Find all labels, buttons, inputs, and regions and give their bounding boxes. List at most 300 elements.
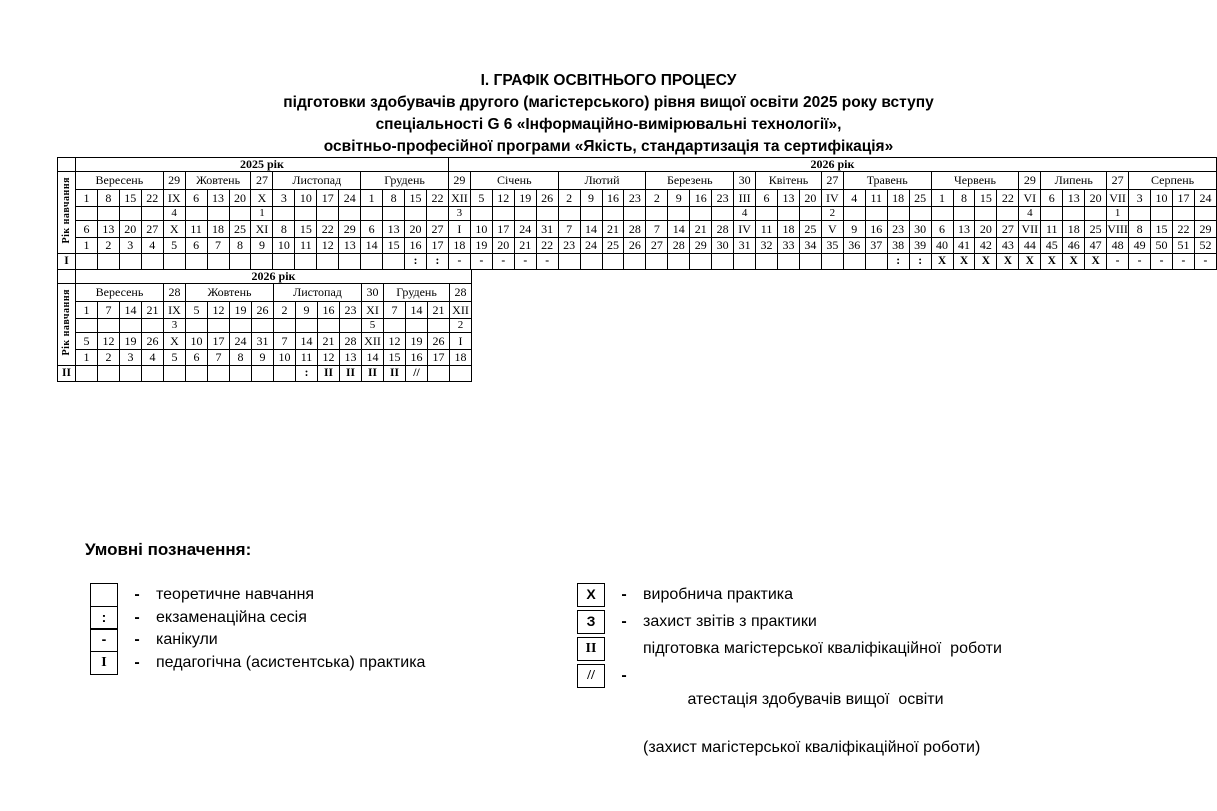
week-end-cell: 21 xyxy=(602,221,624,238)
week-start-cell: 18 xyxy=(887,190,909,207)
week-end-cell: 8 xyxy=(273,221,295,238)
month-boundary-day-cell xyxy=(1172,207,1194,221)
week-start-cell: 1 xyxy=(361,190,383,207)
month-cell: Травень xyxy=(843,172,931,190)
month-boundary-day-cell xyxy=(690,207,712,221)
legend-symbol-box xyxy=(90,583,118,607)
week-start-cell: 4 xyxy=(843,190,865,207)
week-number-cell: 16 xyxy=(405,238,427,254)
month-boundary-day-cell: 3 xyxy=(164,319,186,333)
week-end-cell: XII xyxy=(362,333,384,350)
mark-cell xyxy=(295,254,317,270)
mark-cell xyxy=(690,254,712,270)
week-end-cell: 11 xyxy=(1041,221,1063,238)
week-start-cell: 1 xyxy=(931,190,953,207)
side-spacer-cell xyxy=(58,158,76,172)
month-boundary-day-cell xyxy=(1041,207,1063,221)
week-end-cell: 5 xyxy=(76,333,98,350)
title-line-1: І. ГРАФІК ОСВІТНЬОГО ПРОЦЕСУ xyxy=(480,72,737,89)
week-start-cell: 22 xyxy=(426,190,448,207)
mark-cell xyxy=(624,254,646,270)
week-start-cell: III xyxy=(734,190,756,207)
mark-cell xyxy=(712,254,734,270)
month-boundary-day-cell xyxy=(953,207,975,221)
mark-cell xyxy=(141,254,163,270)
week-number-cell: 5 xyxy=(164,350,186,366)
month-cell: Липень xyxy=(1041,172,1107,190)
mark-cell xyxy=(383,254,405,270)
mark-cell: - xyxy=(1172,254,1194,270)
month-boundary-day-cell: 2 xyxy=(450,319,472,333)
week-start-cell: VII xyxy=(1107,190,1129,207)
month-cell: Січень xyxy=(470,172,558,190)
month-boundary-day-cell xyxy=(207,207,229,221)
mark-cell: : xyxy=(405,254,427,270)
month-cell: Жовтень xyxy=(186,284,274,302)
mark-cell xyxy=(185,254,207,270)
week-start-cell: 25 xyxy=(909,190,931,207)
week-end-cell: X xyxy=(163,221,185,238)
month-transition-cell: 28 xyxy=(164,284,186,302)
week-number-cell: 19 xyxy=(470,238,492,254)
month-boundary-day-cell xyxy=(558,207,580,221)
month-boundary-day-cell xyxy=(624,207,646,221)
week-number-cell: 49 xyxy=(1129,238,1151,254)
week-start-cell: 1 xyxy=(76,302,98,319)
week-number-cell: 6 xyxy=(185,238,207,254)
month-cell: Вересень xyxy=(76,284,164,302)
month-boundary-day-cell xyxy=(887,207,909,221)
legend-dash: - xyxy=(134,631,140,648)
week-start-cell: 8 xyxy=(383,190,405,207)
month-boundary-day-cell xyxy=(470,207,492,221)
mark-cell: : xyxy=(296,366,318,382)
week-start-cell: 26 xyxy=(252,302,274,319)
week-end-cell: 17 xyxy=(208,333,230,350)
week-number-cell: 31 xyxy=(734,238,756,254)
week-number-cell: 8 xyxy=(230,350,252,366)
page-title xyxy=(0,70,1217,158)
month-boundary-day-cell: 1 xyxy=(251,207,273,221)
week-end-cell: 22 xyxy=(317,221,339,238)
week-number-cell: 41 xyxy=(953,238,975,254)
week-number-cell: 40 xyxy=(931,238,953,254)
year-label-cell: 2026 рік xyxy=(448,158,1216,172)
week-end-cell: 20 xyxy=(119,221,141,238)
week-end-cell: X xyxy=(164,333,186,350)
mark-cell xyxy=(799,254,821,270)
legend-item-theoretical xyxy=(90,583,425,607)
side-spacer-cell xyxy=(58,270,76,284)
week-number-cell: 17 xyxy=(426,238,448,254)
week-number-cell: 3 xyxy=(120,350,142,366)
week-end-cell: 16 xyxy=(865,221,887,238)
week-start-cell: 9 xyxy=(580,190,602,207)
week-number-cell: 48 xyxy=(1107,238,1129,254)
month-boundary-day-cell xyxy=(76,207,98,221)
week-number-cell: 25 xyxy=(602,238,624,254)
month-boundary-day-cell: 3 xyxy=(448,207,470,221)
month-boundary-day-cell xyxy=(997,207,1019,221)
week-number-cell: 21 xyxy=(514,238,536,254)
week-end-cell: 27 xyxy=(141,221,163,238)
month-boundary-day-cell xyxy=(492,207,514,221)
week-start-cell: 23 xyxy=(712,190,734,207)
mark-cell: : xyxy=(426,254,448,270)
mark-cell xyxy=(230,366,252,382)
week-start-cell: 9 xyxy=(296,302,318,319)
mark-cell: X xyxy=(931,254,953,270)
week-number-cell: 36 xyxy=(843,238,865,254)
week-end-cell: 14 xyxy=(668,221,690,238)
mark-cell xyxy=(865,254,887,270)
week-number-cell: 13 xyxy=(340,350,362,366)
month-boundary-day-cell xyxy=(339,207,361,221)
mark-cell xyxy=(558,254,580,270)
week-number-cell: 10 xyxy=(274,350,296,366)
week-number-cell: 33 xyxy=(778,238,800,254)
side-label-cell xyxy=(58,284,76,366)
mark-cell xyxy=(252,366,274,382)
month-boundary-day-cell: 4 xyxy=(163,207,185,221)
week-number-cell: 50 xyxy=(1151,238,1173,254)
week-end-cell: 11 xyxy=(185,221,207,238)
month-boundary-day-cell xyxy=(141,207,163,221)
week-number-cell: 18 xyxy=(448,238,470,254)
legend-symbol-box: II xyxy=(577,637,605,661)
week-end-cell: 9 xyxy=(843,221,865,238)
week-end-cell: 21 xyxy=(318,333,340,350)
month-boundary-day-cell xyxy=(120,319,142,333)
week-start-cell: IX xyxy=(164,302,186,319)
week-start-cell: 2 xyxy=(558,190,580,207)
week-number-cell: 1 xyxy=(76,350,98,366)
month-boundary-day-cell xyxy=(295,207,317,221)
week-start-cell: 10 xyxy=(1151,190,1173,207)
month-boundary-day-cell xyxy=(76,319,98,333)
month-cell: Червень xyxy=(931,172,1019,190)
course-label-cell: I xyxy=(58,254,76,270)
week-end-cell: 18 xyxy=(207,221,229,238)
week-start-cell: 23 xyxy=(340,302,362,319)
mark-cell xyxy=(273,254,295,270)
month-boundary-day-cell: 1 xyxy=(1107,207,1129,221)
week-end-cell: 18 xyxy=(1063,221,1085,238)
mark-cell xyxy=(274,366,296,382)
week-start-cell: 15 xyxy=(119,190,141,207)
week-number-cell: 3 xyxy=(119,238,141,254)
week-number-cell: 13 xyxy=(339,238,361,254)
month-transition-cell: 29 xyxy=(163,172,185,190)
legend-item-thesis-preparation xyxy=(577,637,1002,661)
month-boundary-day-cell xyxy=(98,319,120,333)
month-cell: Квітень xyxy=(756,172,822,190)
week-start-cell: 20 xyxy=(229,190,251,207)
week-end-cell: 26 xyxy=(142,333,164,350)
mark-cell: - xyxy=(1129,254,1151,270)
week-number-cell: 39 xyxy=(909,238,931,254)
mark-cell: - xyxy=(492,254,514,270)
week-start-cell: 13 xyxy=(1063,190,1085,207)
legend-dash: - xyxy=(621,586,627,603)
week-number-cell: 20 xyxy=(492,238,514,254)
week-start-cell: 20 xyxy=(799,190,821,207)
week-start-cell: 14 xyxy=(406,302,428,319)
week-start-cell: 16 xyxy=(690,190,712,207)
legend-label-line-1: атестація здобувачів вищої освіти xyxy=(687,691,944,708)
legend-label: екзаменаційна сесія xyxy=(156,608,307,626)
week-end-cell: 25 xyxy=(229,221,251,238)
month-boundary-day-cell: 4 xyxy=(1019,207,1041,221)
week-end-cell: VIII xyxy=(1107,222,1128,236)
legend-dash: - xyxy=(134,653,140,671)
mark-cell: II xyxy=(362,366,384,382)
month-boundary-day-cell xyxy=(361,207,383,221)
month-cell: Вересень xyxy=(76,172,164,190)
mark-cell: X xyxy=(1085,254,1107,270)
week-end-cell: 15 xyxy=(1151,221,1173,238)
week-number-cell: 15 xyxy=(383,238,405,254)
mark-cell xyxy=(843,254,865,270)
month-boundary-day-cell xyxy=(514,207,536,221)
month-boundary-day-cell xyxy=(580,207,602,221)
mark-cell: X xyxy=(997,254,1019,270)
month-boundary-day-cell xyxy=(799,207,821,221)
week-number-cell: 11 xyxy=(295,238,317,254)
week-number-cell: 43 xyxy=(997,238,1019,254)
month-boundary-day-cell xyxy=(536,207,558,221)
month-boundary-day-cell xyxy=(296,319,318,333)
week-start-cell: X xyxy=(251,190,273,207)
week-start-cell: 8 xyxy=(953,190,975,207)
week-end-cell: 10 xyxy=(470,221,492,238)
mark-cell xyxy=(646,254,668,270)
week-number-cell: 15 xyxy=(384,350,406,366)
week-end-cell: 8 xyxy=(1129,221,1151,238)
month-boundary-day-cell xyxy=(252,319,274,333)
week-end-cell: VII xyxy=(1019,221,1041,238)
mark-cell xyxy=(668,254,690,270)
week-start-cell: 14 xyxy=(120,302,142,319)
month-cell: Серпень xyxy=(1129,172,1217,190)
week-end-cell: 6 xyxy=(931,221,953,238)
month-boundary-day-cell xyxy=(186,319,208,333)
week-start-cell: 15 xyxy=(975,190,997,207)
month-transition-cell: 29 xyxy=(1019,172,1041,190)
mark-cell xyxy=(229,254,251,270)
year-label-cell: 2025 рік xyxy=(76,158,449,172)
week-start-cell: IX xyxy=(163,190,185,207)
mark-cell xyxy=(207,254,229,270)
week-start-cell: 24 xyxy=(1194,190,1216,207)
legend-symbol-box: : xyxy=(90,606,118,630)
week-number-cell: 45 xyxy=(1041,238,1063,254)
legend-item-pedagogical-practice xyxy=(90,651,425,675)
week-number-cell: 14 xyxy=(362,350,384,366)
week-end-cell: 28 xyxy=(624,221,646,238)
month-transition-cell: 27 xyxy=(821,172,843,190)
week-start-cell: XII xyxy=(450,302,472,319)
week-number-cell: 11 xyxy=(296,350,318,366)
week-end-cell: 25 xyxy=(799,221,821,238)
mark-cell xyxy=(186,366,208,382)
month-boundary-day-cell xyxy=(185,207,207,221)
mark-cell xyxy=(208,366,230,382)
week-number-cell: 28 xyxy=(668,238,690,254)
week-end-cell: 24 xyxy=(514,221,536,238)
week-start-cell: 3 xyxy=(1129,190,1151,207)
week-start-cell: 6 xyxy=(185,190,207,207)
week-start-cell: 17 xyxy=(1172,190,1194,207)
mark-cell xyxy=(450,366,472,382)
week-start-cell: 3 xyxy=(273,190,295,207)
legend-dash: - xyxy=(134,608,140,626)
week-start-cell: 16 xyxy=(318,302,340,319)
legend-item-report-defense xyxy=(577,610,1002,634)
legend-label-line-2: (захист магістерської кваліфікаційної роботи) xyxy=(643,739,981,756)
month-transition-cell: 28 xyxy=(450,284,472,302)
week-end-cell: 25 xyxy=(1085,221,1107,238)
title-line-2: підготовки здобувачів другого (магістерського) рівня вищої освіти 2025 року вступу xyxy=(283,94,934,111)
week-start-cell: 23 xyxy=(624,190,646,207)
week-end-cell: 20 xyxy=(975,221,997,238)
week-end-cell: 11 xyxy=(756,221,778,238)
mark-cell xyxy=(97,254,119,270)
week-end-cell: 28 xyxy=(712,221,734,238)
week-end-cell: XI xyxy=(251,221,273,238)
week-end-cell: I xyxy=(450,333,472,350)
week-number-cell: 24 xyxy=(580,238,602,254)
week-start-cell: IV xyxy=(821,190,843,207)
week-start-cell: 1 xyxy=(76,190,98,207)
week-start-cell: 24 xyxy=(339,190,361,207)
week-number-cell: 29 xyxy=(690,238,712,254)
month-boundary-day-cell xyxy=(1194,207,1216,221)
legend-left-column xyxy=(90,583,425,675)
mark-cell xyxy=(251,254,273,270)
month-boundary-day-cell xyxy=(97,207,119,221)
week-number-cell: 16 xyxy=(406,350,428,366)
month-boundary-day-cell xyxy=(405,207,427,221)
week-start-cell: 20 xyxy=(1085,190,1107,207)
week-number-cell: 46 xyxy=(1063,238,1085,254)
mark-cell xyxy=(361,254,383,270)
month-cell: Листопад xyxy=(274,284,362,302)
week-start-cell: 19 xyxy=(230,302,252,319)
month-boundary-day-cell xyxy=(865,207,887,221)
legend-label: підготовка магістерської кваліфікаційної роботи xyxy=(643,640,1002,657)
month-boundary-day-cell xyxy=(406,319,428,333)
week-number-cell: 22 xyxy=(536,238,558,254)
week-number-cell: 38 xyxy=(887,238,909,254)
month-boundary-day-cell xyxy=(274,319,296,333)
week-end-cell: 28 xyxy=(340,333,362,350)
week-end-cell: 13 xyxy=(97,221,119,238)
mark-cell: X xyxy=(1041,254,1063,270)
month-boundary-day-cell xyxy=(1151,207,1173,221)
mark-cell xyxy=(164,366,186,382)
week-end-cell: 22 xyxy=(1172,221,1194,238)
mark-cell: - xyxy=(1194,254,1216,270)
week-number-cell: 17 xyxy=(428,350,450,366)
week-start-cell: 13 xyxy=(207,190,229,207)
legend-item-holidays xyxy=(90,628,425,652)
month-boundary-day-cell xyxy=(1129,207,1151,221)
week-number-cell: 1 xyxy=(76,238,98,254)
month-boundary-day-cell xyxy=(1085,207,1107,221)
year-of-study-vertical-label: Рік навчання xyxy=(61,176,72,244)
mark-cell: II xyxy=(384,366,406,382)
week-end-cell: 10 xyxy=(186,333,208,350)
legend-symbol-box: - xyxy=(90,628,118,652)
mark-cell xyxy=(76,254,98,270)
month-boundary-day-cell xyxy=(756,207,778,221)
legend-heading: Умовні позначення: xyxy=(85,540,252,559)
week-end-cell: 18 xyxy=(778,221,800,238)
mark-cell xyxy=(120,366,142,382)
legend-label: канікули xyxy=(156,631,218,648)
week-start-cell: 5 xyxy=(470,190,492,207)
week-number-cell: 34 xyxy=(799,238,821,254)
month-transition-cell: 30 xyxy=(362,284,384,302)
week-number-cell: 30 xyxy=(712,238,734,254)
month-boundary-day-cell xyxy=(230,319,252,333)
week-end-cell: 31 xyxy=(252,333,274,350)
week-end-cell: 7 xyxy=(646,221,668,238)
week-start-cell: 22 xyxy=(997,190,1019,207)
mark-cell: II xyxy=(340,366,362,382)
schedule-table-year-2 xyxy=(57,269,472,382)
month-boundary-day-cell xyxy=(931,207,953,221)
week-end-cell: 24 xyxy=(230,333,252,350)
legend-symbol-box: I xyxy=(90,651,118,675)
year-label-cell: 2026 рік xyxy=(76,270,472,284)
week-start-cell: 8 xyxy=(97,190,119,207)
week-number-cell: 4 xyxy=(142,350,164,366)
week-end-cell: 13 xyxy=(953,221,975,238)
week-start-cell: 6 xyxy=(756,190,778,207)
week-number-cell: 4 xyxy=(141,238,163,254)
month-boundary-day-cell xyxy=(428,319,450,333)
week-number-cell: 12 xyxy=(318,350,340,366)
month-transition-cell: 30 xyxy=(734,172,756,190)
week-end-cell: 15 xyxy=(295,221,317,238)
mark-cell xyxy=(119,254,141,270)
week-end-cell: 14 xyxy=(580,221,602,238)
title-line-3: спеціальності G 6 «Інформаційно-вимірювальні технології», xyxy=(375,116,842,133)
week-number-cell: 44 xyxy=(1019,238,1041,254)
month-cell: Грудень xyxy=(361,172,449,190)
week-start-cell: 17 xyxy=(317,190,339,207)
week-start-cell: 2 xyxy=(646,190,668,207)
mark-cell: // xyxy=(406,366,428,382)
week-start-cell: 12 xyxy=(492,190,514,207)
month-transition-cell: 27 xyxy=(1107,172,1129,190)
week-number-cell: 8 xyxy=(229,238,251,254)
mark-cell xyxy=(163,254,185,270)
week-number-cell: 35 xyxy=(821,238,843,254)
week-start-cell: 2 xyxy=(274,302,296,319)
mark-cell xyxy=(734,254,756,270)
mark-cell: : xyxy=(909,254,931,270)
week-number-cell: 32 xyxy=(756,238,778,254)
week-end-cell: 27 xyxy=(997,221,1019,238)
week-number-cell: 42 xyxy=(975,238,997,254)
week-end-cell: 12 xyxy=(98,333,120,350)
week-number-cell: 7 xyxy=(208,350,230,366)
month-boundary-day-cell xyxy=(1063,207,1085,221)
week-end-cell: 7 xyxy=(558,221,580,238)
